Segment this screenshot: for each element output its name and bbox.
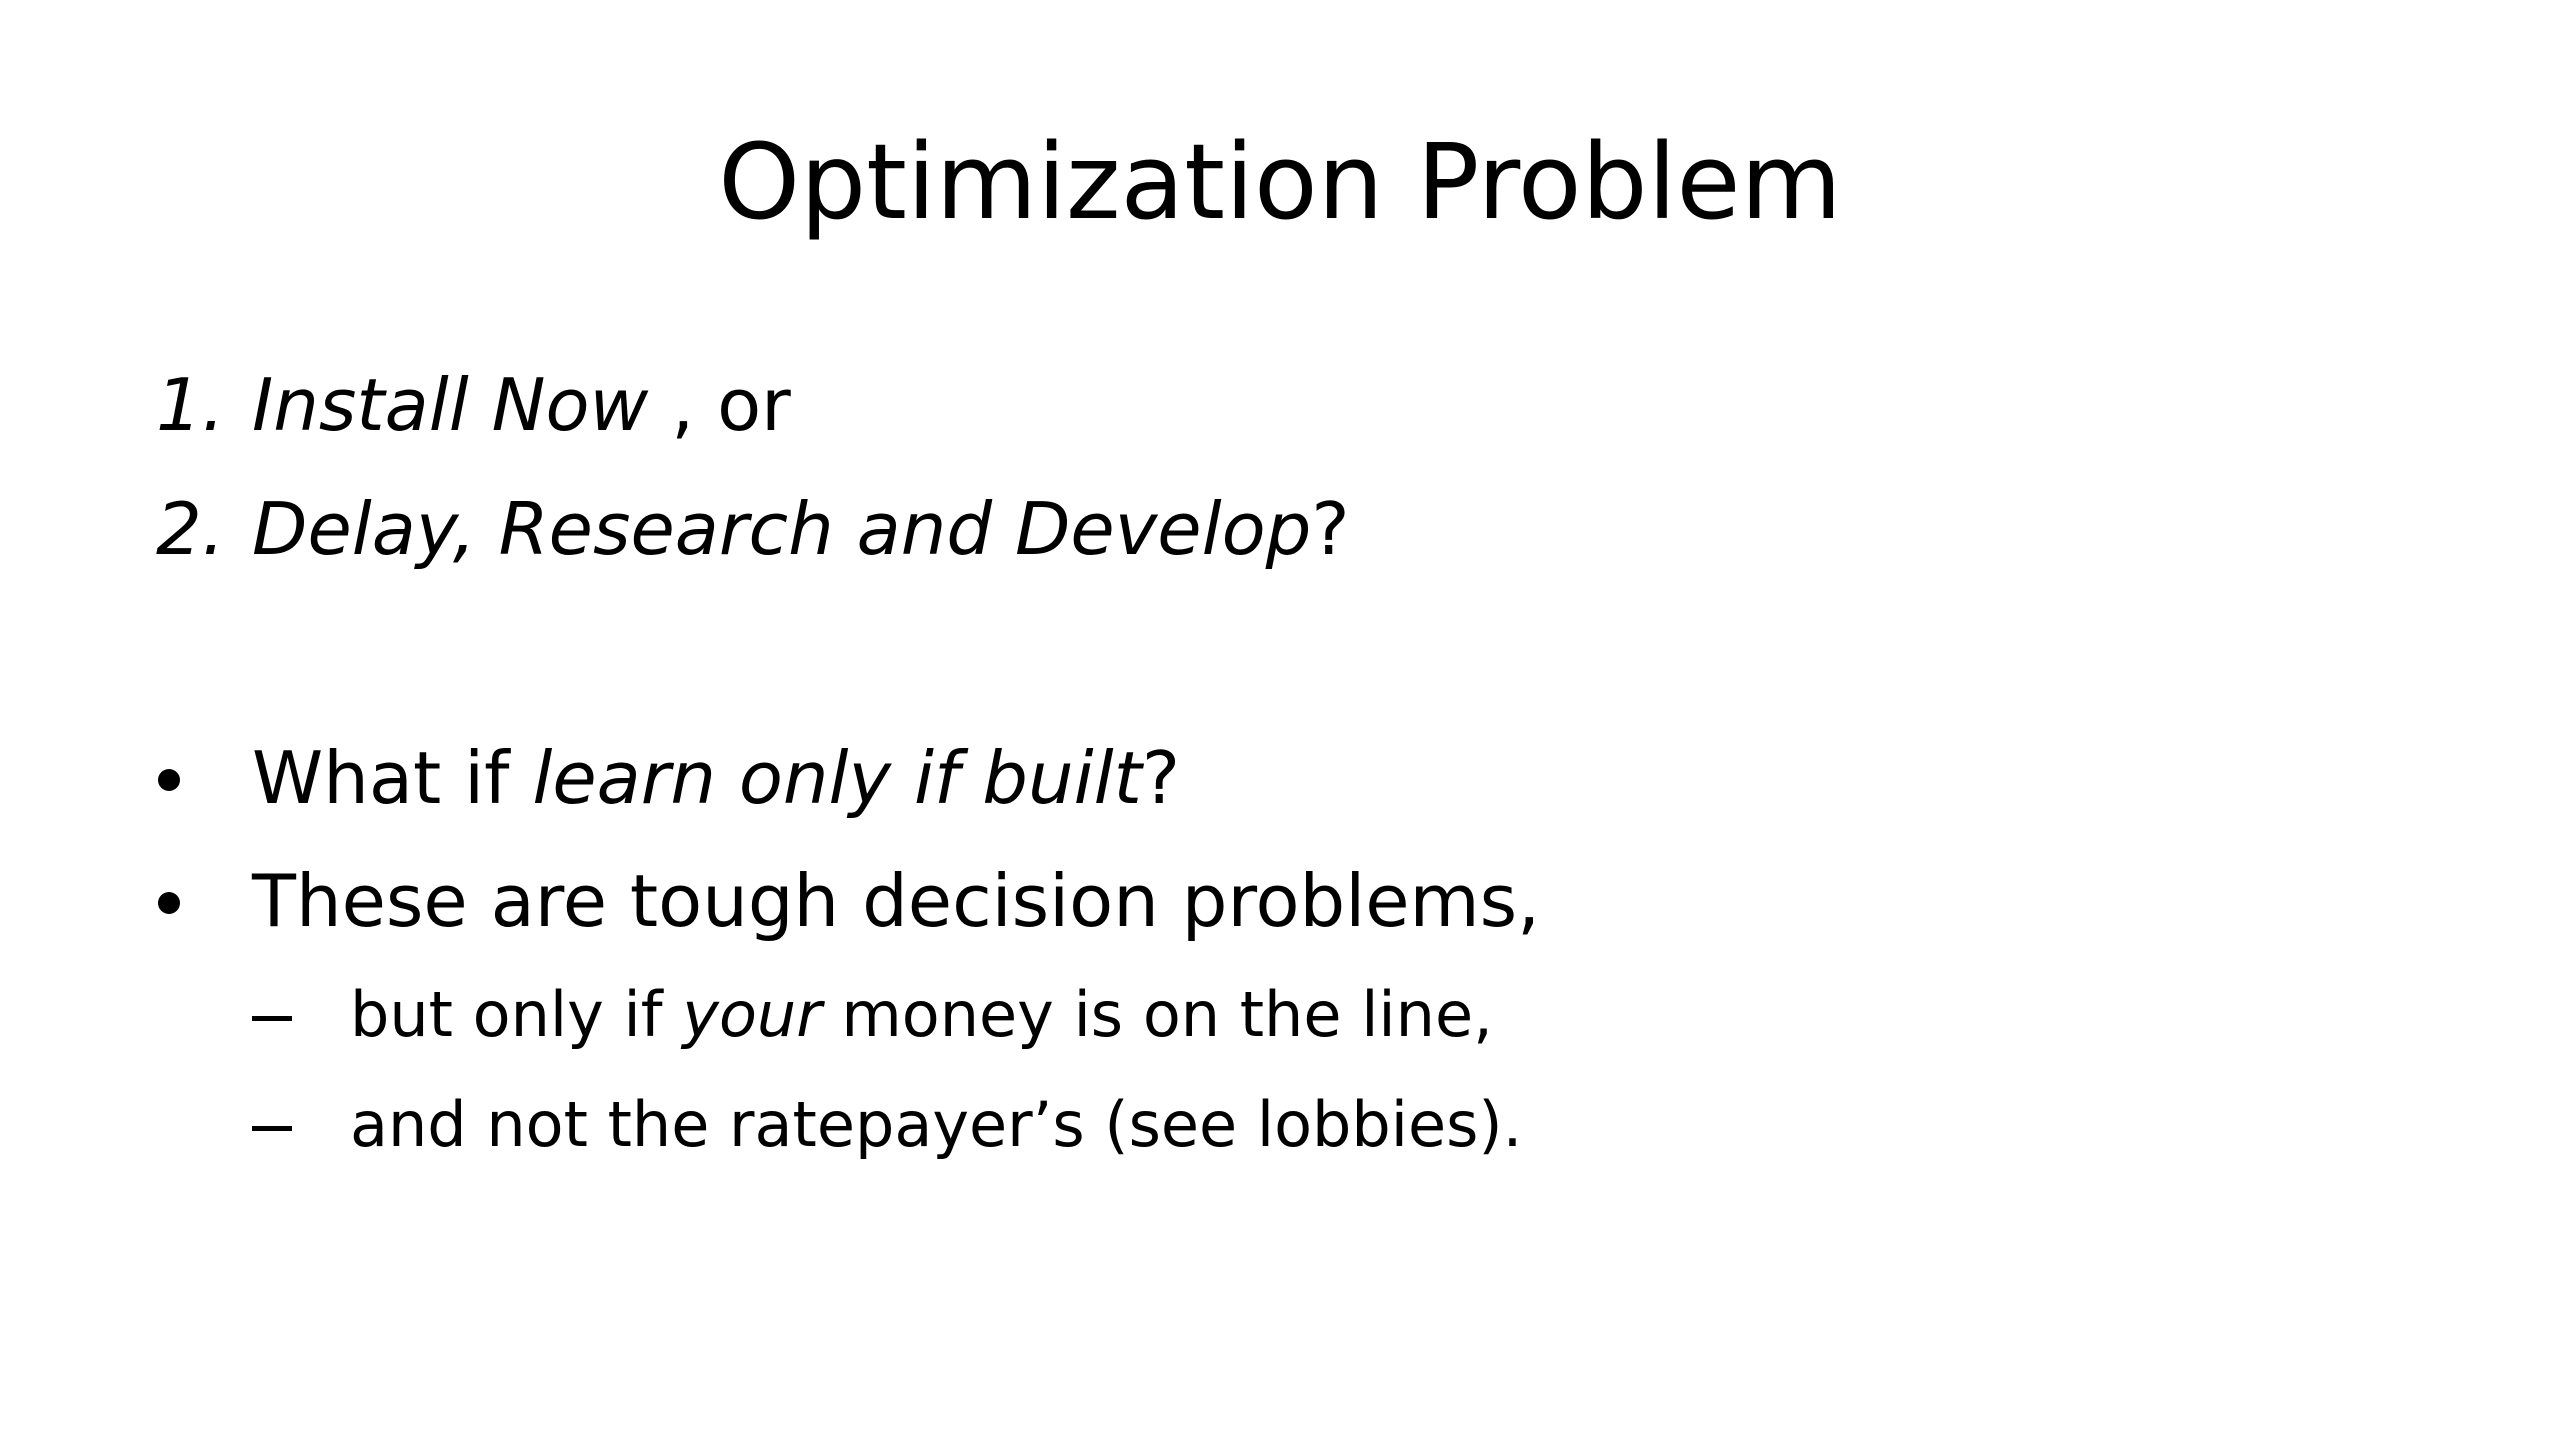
sub-bullet-item-text: and not the ratepayer’s (see lobbies). [350, 1088, 1523, 1161]
sub-bullet-item-text [350, 976, 1493, 1054]
plain-text: money is on the line, [821, 978, 1493, 1051]
plain-text: ? [1141, 736, 1181, 820]
plain-text: but only if [350, 978, 683, 1051]
numbered-item-text [252, 360, 791, 450]
italic-text: Install Now [252, 363, 649, 447]
bullet-icon [158, 892, 180, 914]
plain-text: What if [252, 736, 533, 820]
slide-title: Optimization Problem [718, 121, 1842, 243]
plain-text: , or [648, 363, 791, 447]
numbered-item-text [252, 484, 1350, 574]
plain-text: ? [1311, 487, 1350, 571]
italic-text: Delay, Research and Develop [252, 487, 1312, 571]
italic-text: learn only if built [532, 736, 1142, 820]
dash-icon [252, 1126, 292, 1131]
number-marker: 2. [156, 487, 225, 571]
number-marker: 1. [156, 363, 225, 447]
italic-text: your [682, 978, 822, 1051]
bullet-icon [158, 769, 180, 791]
bullet-item-text: These are tough decision problems, [252, 859, 1541, 943]
dash-icon [252, 1016, 292, 1021]
bullet-item-text [252, 733, 1180, 823]
